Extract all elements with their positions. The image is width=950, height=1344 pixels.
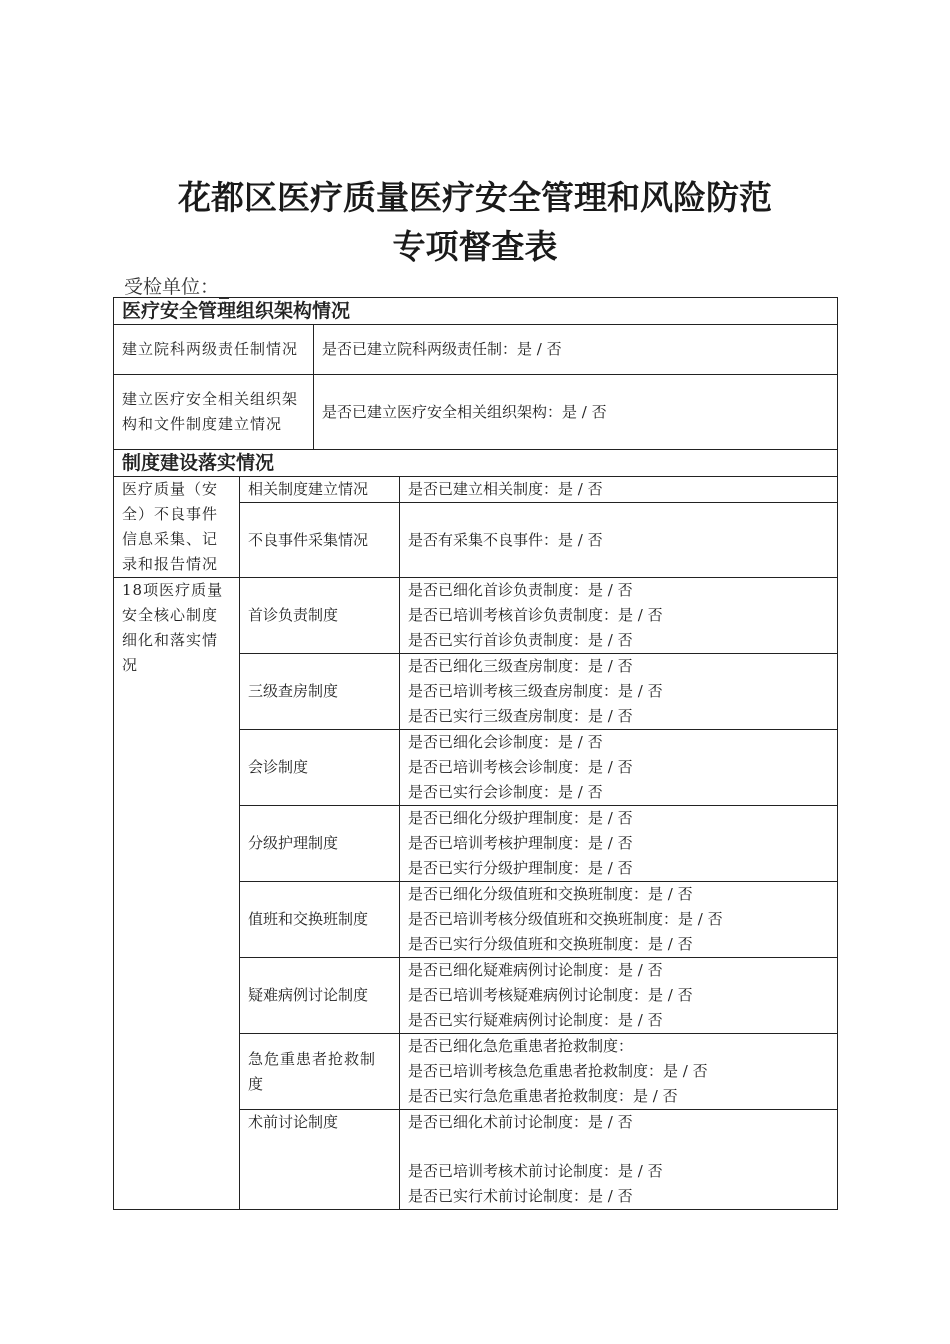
check-line: 是否已实行首诊负责制度：是 / 否 [408,631,633,649]
check-line: 是否已实行三级查房制度：是 / 否 [408,707,633,725]
inspection-table [113,297,838,1210]
inspected-unit-text: 受检单位： [124,276,220,298]
row-checks [400,1034,838,1110]
row-item: 建立医疗安全相关组织架构和文件制度建立情况 [114,375,314,450]
row-checks [400,730,838,806]
check-line: 是否已培训考核三级查房制度：是 / 否 [408,682,663,700]
check-line: 是否已细化会诊制度：是 / 否 [408,733,603,751]
check-line: 是否已实行疑难病例讨论制度：是 / 否 [408,1011,663,1029]
row-item: 急危重患者抢救制度 [240,1034,400,1110]
check-line: 是否已细化分级值班和交换班制度：是 / 否 [408,885,693,903]
row-item: 不良事件采集情况 [240,503,400,578]
row-item: 术前讨论制度 [240,1110,400,1210]
check-line: 是否已培训考核首诊负责制度：是 / 否 [408,606,663,624]
row-item: 建立院科两级责任制情况 [114,325,314,375]
document-title-line2: 专项督查表 [392,227,558,266]
section1-heading: 医疗安全管理组织架构情况 [114,298,838,325]
check-line: 是否已培训考核分级值班和交换班制度：是 / 否 [408,910,723,928]
check-line: 是否已实行术前讨论制度：是 / 否 [408,1187,633,1205]
check-line: 是否已细化疑难病例讨论制度：是 / 否 [408,961,663,979]
check-line: 是否已培训考核疑难病例讨论制度：是 / 否 [408,986,693,1004]
blank-line [408,1135,829,1159]
group-label: 医疗质量（安全）不良事件信息采集、记录和报告情况 [114,477,240,578]
row-item: 值班和交换班制度 [240,882,400,958]
row-checks [400,578,838,654]
row-item: 首诊负责制度 [240,578,400,654]
check-line: 是否已培训考核护理制度：是 / 否 [408,834,633,852]
section-row [114,298,838,325]
row-item: 会诊制度 [240,730,400,806]
row-checks [400,882,838,958]
row-item: 三级查房制度 [240,654,400,730]
check-line: 是否已细化三级查房制度：是 / 否 [408,657,633,675]
section-row [114,450,838,477]
check-line: 是否已培训考核急危重患者抢救制度：是 / 否 [408,1062,708,1080]
table-row [114,578,838,654]
row-check: 是否有采集不良事件：是 / 否 [400,503,838,578]
check-line: 是否已细化分级护理制度：是 / 否 [408,809,633,827]
row-item: 分级护理制度 [240,806,400,882]
check-line: 是否已实行分级值班和交换班制度：是 / 否 [408,935,693,953]
row-check: 是否已建立院科两级责任制：是 / 否 [314,325,838,375]
row-check: 是否已建立相关制度：是 / 否 [400,477,838,503]
section2-heading: 制度建设落实情况 [114,450,838,477]
row-check: 是否已建立医疗安全相关组织架构：是 / 否 [314,375,838,450]
row-item: 疑难病例讨论制度 [240,958,400,1034]
check-line: 是否已细化术前讨论制度：是 / 否 [408,1113,633,1131]
table-row [114,477,838,503]
check-line: 是否已细化急危重患者抢救制度： [408,1037,634,1055]
check-line: 是否已培训考核会诊制度：是 / 否 [408,758,633,776]
row-checks [400,1110,838,1210]
check-line: 是否已实行分级护理制度：是 / 否 [408,859,633,877]
check-line: 是否已细化首诊负责制度：是 / 否 [408,581,633,599]
check-line: 是否已实行急危重患者抢救制度：是 / 否 [408,1087,678,1105]
table-row [114,375,838,450]
row-checks [400,806,838,882]
check-line: 是否已培训考核术前讨论制度：是 / 否 [408,1162,663,1180]
row-item: 相关制度建立情况 [240,477,400,503]
check-line: 是否已实行会诊制度：是 / 否 [408,783,603,801]
table-row [114,325,838,375]
row-checks [400,654,838,730]
document-title-line1: 花都区医疗质量医疗安全管理和风险防范 [178,178,772,217]
group-label: 18项医疗质量安全核心制度细化和落实情况 [114,578,240,1210]
row-checks [400,958,838,1034]
inspected-unit-label [124,272,229,299]
